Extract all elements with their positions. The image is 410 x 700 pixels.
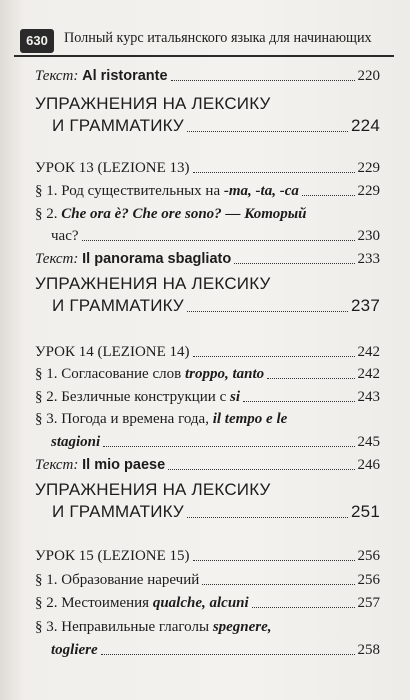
toc-title: § 1. Образование наречий — [35, 572, 200, 588]
toc-terms: Che ora è? Che ore sono? — [61, 206, 222, 222]
toc-page: 242 — [357, 366, 380, 382]
toc-title: Il mio paese — [82, 457, 166, 473]
toc-terms: -ma, -ta, -ca — [223, 183, 299, 199]
toc-entry-text-il-mio-paese — [35, 457, 380, 474]
toc-title: УРОК 15 (LEZIONE 15) — [35, 548, 190, 564]
running-title: Полный курс итальянского языка для начинающих — [64, 30, 372, 46]
leader-dots — [82, 240, 355, 241]
leader-dots — [252, 607, 355, 608]
toc-title: § 1. Согласование слов — [35, 366, 182, 382]
toc-page: 242 — [357, 344, 380, 360]
leader-dots — [193, 560, 355, 561]
toc-page: 245 — [357, 434, 380, 450]
toc-page: 229 — [357, 183, 380, 199]
toc-entry-15-3-line2 — [51, 642, 380, 659]
leader-dots — [193, 172, 355, 173]
toc-terms: il tempo e le — [212, 411, 288, 427]
leader-dots — [243, 401, 355, 402]
toc-title: И ГРАММАТИКУ — [52, 296, 184, 315]
toc-page: 229 — [357, 160, 380, 176]
toc-terms: si — [229, 389, 240, 405]
toc-entry-15-3-line1 — [35, 619, 380, 636]
toc-page: 243 — [357, 389, 380, 405]
toc-title: И ГРАММАТИКУ — [52, 116, 184, 135]
toc-exercises-heading: УПРАЖНЕНИЯ НА ЛЕКСИКУ — [35, 480, 271, 499]
toc-page: 258 — [357, 642, 380, 658]
toc-page: 251 — [351, 502, 380, 521]
toc-entry-15-2 — [35, 595, 380, 612]
toc-terms-ru: Который — [244, 206, 307, 222]
toc-title: § 2. — [35, 206, 58, 222]
toc-entry-lesson-13 — [35, 160, 380, 177]
leader-dots — [103, 446, 354, 447]
toc-title: УРОК 13 (LEZIONE 13) — [35, 160, 190, 176]
toc-entry-14-3-line2 — [51, 434, 380, 451]
toc-entry-exercises — [52, 116, 380, 136]
leader-dots — [302, 195, 355, 196]
toc-entry-14-2 — [35, 389, 380, 406]
toc-page: 256 — [357, 572, 380, 588]
page-number-badge: 630 — [20, 29, 54, 53]
toc-title: § 3. Неправильные глаголы — [35, 619, 210, 635]
toc-entry-lesson-14 — [35, 344, 380, 361]
toc-terms: troppo, tanto — [184, 366, 265, 382]
toc-exercises-heading: УПРАЖНЕНИЯ НА ЛЕКСИКУ — [35, 274, 271, 293]
toc-terms-cont: stagioni — [51, 434, 101, 450]
toc-title: § 3. Погода и времена года, — [35, 411, 209, 427]
toc-page: 256 — [357, 548, 380, 564]
toc-entry-exercises — [52, 502, 380, 522]
toc-title-cont: час? — [51, 228, 79, 244]
toc-title: И ГРАММАТИКУ — [52, 502, 184, 521]
toc-label: Текст: — [35, 68, 79, 84]
toc-page: 257 — [357, 595, 380, 611]
leader-dots — [193, 356, 355, 357]
toc-page: 233 — [357, 251, 380, 267]
leader-dots — [101, 654, 355, 655]
toc-entry-lesson-15 — [35, 548, 380, 565]
toc-entry-text-il-panorama — [35, 251, 380, 268]
leader-dots — [267, 378, 354, 379]
toc-title: § 2. Безличные конструкции с — [35, 389, 227, 405]
leader-dots — [187, 311, 348, 312]
toc-entry-15-1 — [35, 572, 380, 589]
toc-terms: spegnere, — [212, 619, 272, 635]
toc-entry-13-1 — [35, 183, 380, 200]
toc-page: 230 — [357, 228, 380, 244]
toc-title: Il panorama sbagliato — [82, 251, 232, 267]
toc-page: 220 — [357, 68, 380, 84]
leader-dots — [202, 584, 354, 585]
toc-page: 224 — [351, 116, 380, 135]
page-header — [14, 29, 394, 57]
toc-title: УРОК 14 (LEZIONE 14) — [35, 344, 190, 360]
toc-title: Al ristorante — [82, 68, 168, 84]
toc-page: 246 — [357, 457, 380, 473]
toc-entry-14-1 — [35, 366, 380, 383]
toc-dash: — — [225, 206, 241, 222]
leader-dots — [187, 131, 348, 132]
toc-entry-13-2-line2 — [51, 228, 380, 245]
toc-entry-exercises — [52, 296, 380, 316]
toc-exercises-heading: УПРАЖНЕНИЯ НА ЛЕКСИКУ — [35, 94, 271, 113]
toc-title: § 2. Местоимения — [35, 595, 150, 611]
leader-dots — [187, 517, 348, 518]
toc-entry-13-2-line1 — [35, 206, 380, 223]
toc-entry-text-al-ristorante — [35, 68, 380, 85]
leader-dots — [168, 469, 354, 470]
toc-terms-cont: togliere — [51, 642, 98, 658]
leader-dots — [234, 263, 354, 264]
toc-terms: qualche, alcuni — [152, 595, 249, 611]
toc-label: Текст: — [35, 251, 79, 267]
leader-dots — [171, 80, 355, 81]
toc-entry-14-3-line1 — [35, 411, 380, 428]
toc-label: Текст: — [35, 457, 79, 473]
toc-page: 237 — [351, 296, 380, 315]
toc-title: § 1. Род существительных на — [35, 183, 221, 199]
